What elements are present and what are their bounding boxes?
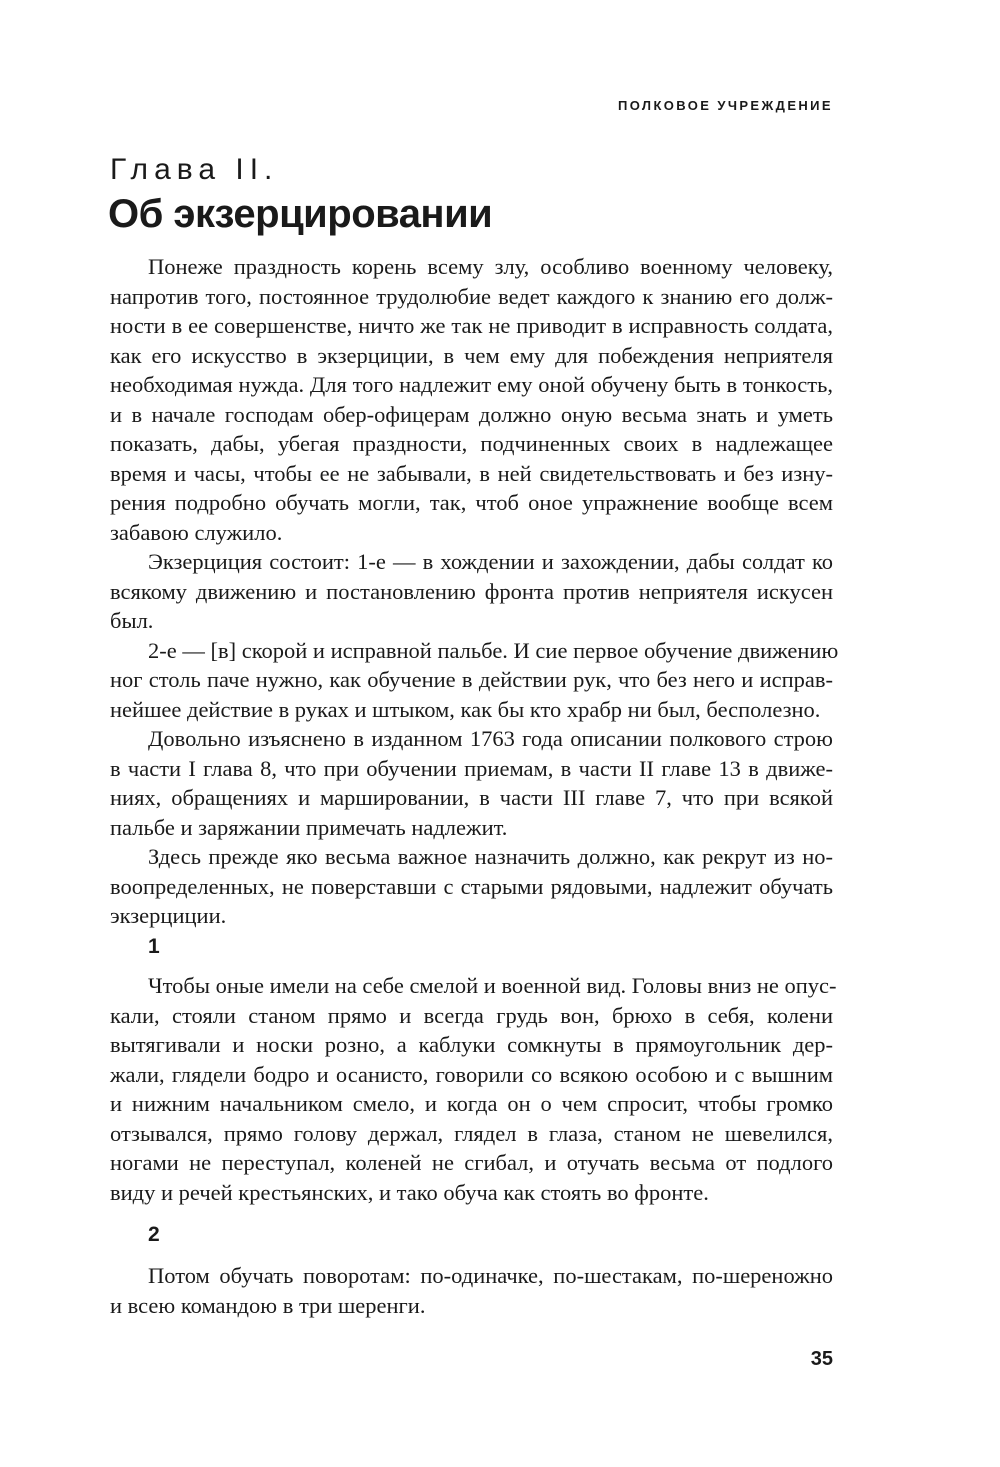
text-line: экзерциции. (110, 903, 227, 928)
text-line: воопределенных, не поверставши с старыми рядовыми, надлежит обучать (110, 873, 833, 899)
paragraph (110, 842, 833, 931)
text-line: ног столь паче нужно, как обучение в действии рук, что без него и исправ- (110, 667, 833, 692)
text-line: и всею командою в три шеренги. (110, 1292, 426, 1318)
chapter-body (110, 252, 839, 931)
text-line: и нижним начальником смело, и когда он о чем спросит, чтобы громко (110, 1091, 833, 1116)
text-line: нейшее действие в руках и штыком, как бы кто храбр ни был, бесполезно. (110, 696, 821, 722)
paragraph (110, 1261, 833, 1320)
paragraph (110, 636, 839, 725)
text-line: и в начале господам обер-офицерам должно оную весьма знать и уметь (110, 401, 833, 427)
text-line: Понеже праздность корень всему злу, особливо военному человеку, (148, 254, 833, 279)
text-line: кали, стояли станом прямо и всегда грудь вон, брюхо в себя, колени (110, 1002, 833, 1028)
text-line: жали, глядели бодро и осанисто, говорили со всякою особою и с вышним (110, 1061, 833, 1087)
text-line: необходимая нужда. Для того надлежит ему оной обучену быть в тонкость, (110, 372, 833, 397)
section-text (110, 971, 837, 1207)
text-line: вытягивали и носки розно, а каблуки сомкнуты в прямоугольник дер- (110, 1032, 833, 1057)
running-header: ПОЛКОВОЕ УЧРЕЖДЕНИЕ (617, 98, 833, 113)
text-line: забавою служило. (110, 519, 283, 545)
text-line: Экзерциция состоит: 1-е — в хождении и захождении, дабы солдат ко (148, 549, 833, 574)
section-number: 1 (148, 935, 160, 958)
text-line: как его искусство в экзерциции, в чем ему для побеждения неприятеля (110, 342, 833, 368)
text-line: ногами не переступал, коленей не сгибал, и отучать весьма от подлого (110, 1150, 833, 1175)
chapter-title: Об экзерцировании (108, 192, 493, 236)
text-line: всякому движению и постановлению фронта против неприятеля искусен (110, 578, 833, 604)
paragraph (110, 252, 833, 547)
text-line: Чтобы оные имели на себе смелой и военной вид. Головы вниз не опус- (148, 973, 837, 998)
section-number: 2 (148, 1223, 160, 1246)
text-line: пальбе и заряжании примечать надлежит. (110, 814, 508, 840)
text-line: ниях, обращениях и маршировании, в части III главе 7, что при всякой (110, 785, 833, 810)
text-line: Потом обучать поворотам: по-одиначке, по-шестакам, по-шереножно (148, 1263, 833, 1288)
text-line: показать, дабы, убегая праздности, подчиненных своих в надлежащее (110, 431, 833, 456)
section-text (110, 1261, 833, 1320)
paragraph (110, 547, 833, 636)
text-line: отзывался, прямо голову держал, глядел в глаза, станом не шевелился, (110, 1120, 833, 1146)
text-line: виду и речей крестьянских, и тако обуча как стоять во фронте. (110, 1179, 709, 1205)
text-line: рения подробно обучать могли, так, чтоб оное упражнение вообще всем (110, 490, 833, 515)
text-line: 2-е — [в] скорой и исправной пальбе. И сие первое обучение движению (148, 637, 839, 663)
text-line: в части I глава 8, что при обучении приемам, в части II главе 13 в движе- (110, 755, 833, 781)
page-number: 35 (810, 1348, 833, 1370)
text-line: был. (110, 608, 154, 633)
paragraph (110, 724, 833, 842)
text-line: напротив того, постоянное трудолюбие ведет каждого к знанию его долж- (110, 283, 833, 309)
text-line: ности в ее совершенстве, ничто же так не приводит в исправность солдата, (110, 313, 833, 338)
text-line: время и часы, чтобы ее не забывали, в ней свидетельствовать и без изну- (110, 460, 833, 486)
paragraph (110, 971, 837, 1207)
text-line: Довольно изъяснено в изданном 1763 года описании полкового строю (148, 726, 833, 751)
chapter-number: Глава II. (110, 153, 279, 186)
text-line: Здесь прежде яко весьма важное назначить должно, как рекрут из но- (148, 844, 833, 869)
